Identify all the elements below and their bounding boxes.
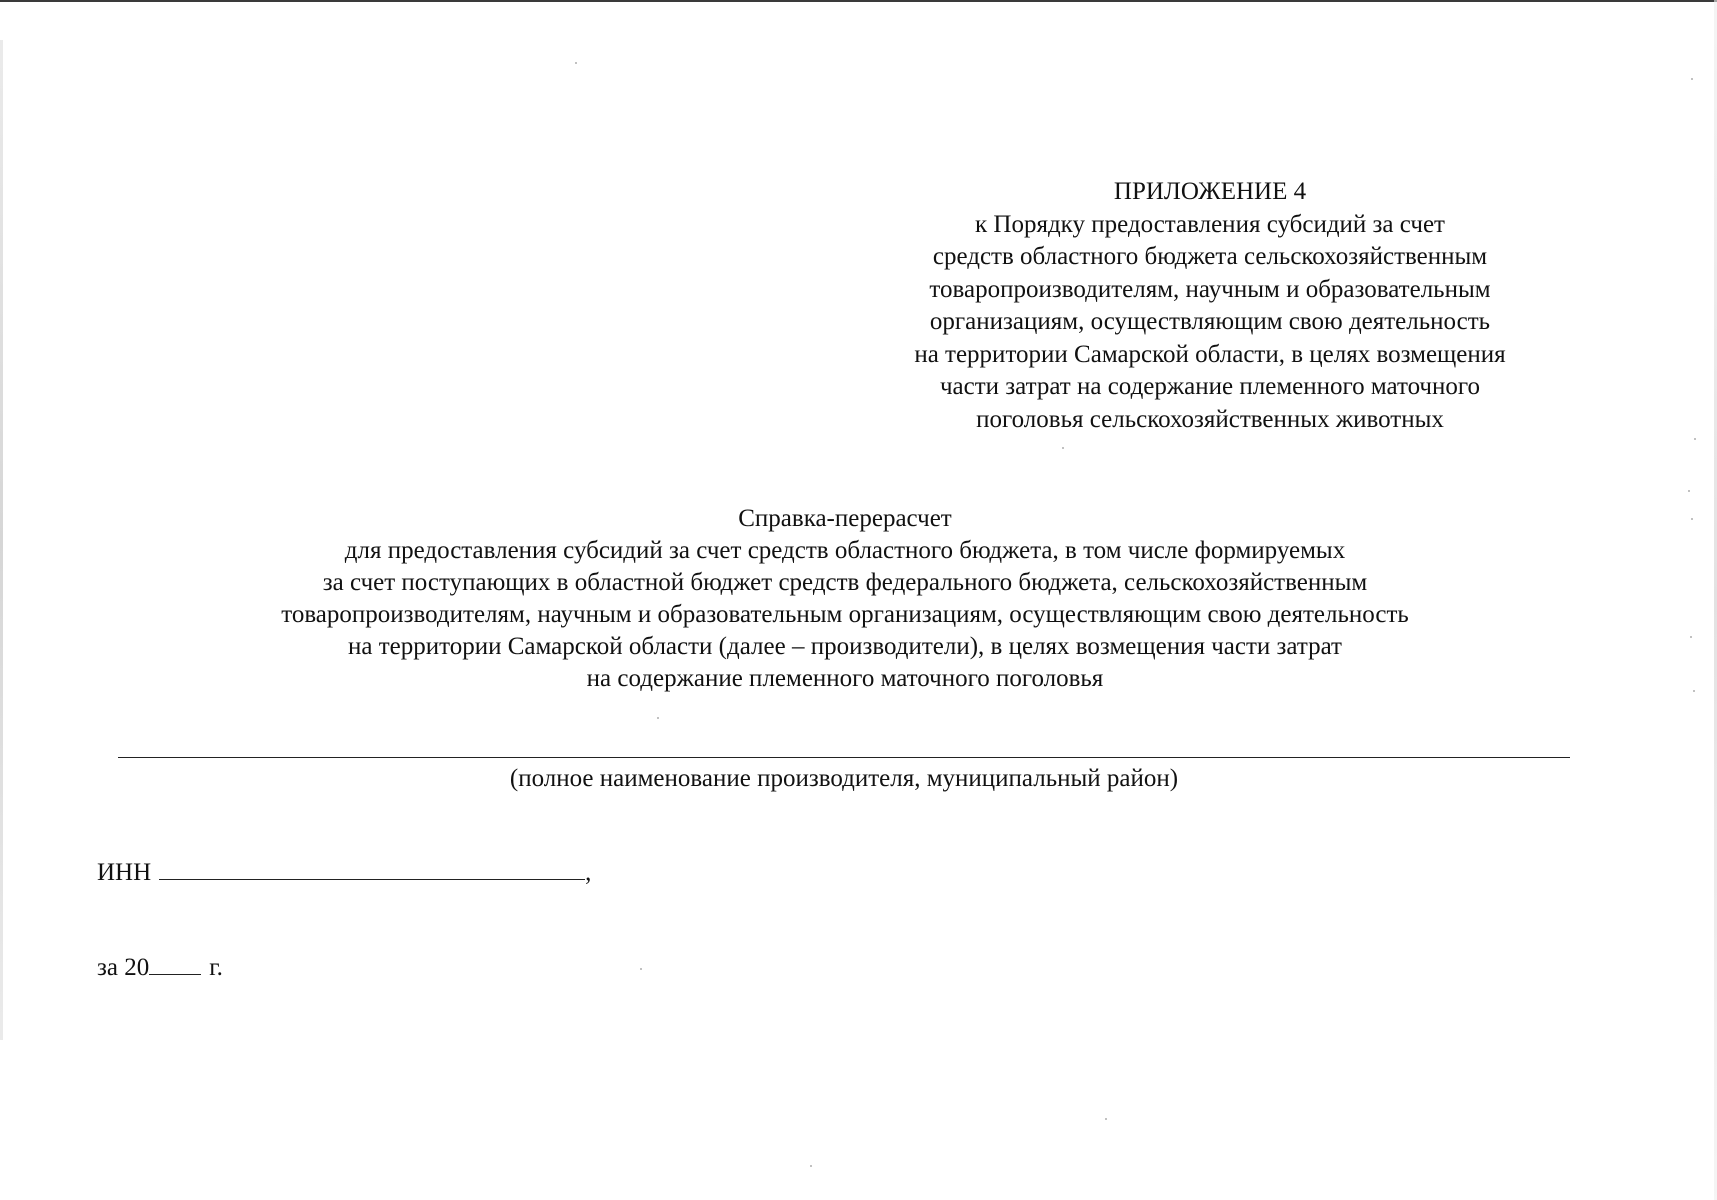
scan-speck [575,62,577,64]
year-suffix: г. [209,954,223,981]
heading-line: для предоставления субсидий за счет средств областного бюджета, в том числе формируемых [344,537,1346,564]
scan-speck [1688,490,1690,492]
appendix-title: ПРИЛОЖЕНИЕ 4 [1113,178,1307,205]
appendix-line: части затрат на содержание племенного маточного [939,373,1481,400]
heading-line: на территории Самарской области (далее – производители), в целях возмещения части затрат [348,633,1342,660]
scan-speck [1062,447,1064,449]
year-prefix: за 20 [97,954,150,981]
heading-line: за счет поступающих в областной бюджет средств федерального бюджета, сельскохозяйственным [322,569,1368,596]
year-field[interactable] [149,950,201,975]
appendix-line: организациям, осуществляющим свою деятельность [929,308,1491,335]
appendix-line: на территории Самарской области, в целях возмещения [914,340,1506,368]
producer-name-field[interactable] [118,757,1570,758]
scan-speck [1690,636,1692,638]
appendix-line: к Порядку предоставления субсидий за счет [975,210,1445,238]
appendix-block [860,176,1560,436]
producer-name-caption: (полное наименование производителя, муниципальный район) [509,765,1179,792]
scan-speck [1691,78,1693,80]
appendix-line: средств областного бюджета сельскохозяйственным [932,243,1488,270]
heading-title: Справка-перерасчет [738,505,952,532]
appendix-line: поголовья сельскохозяйственных животных [976,405,1444,433]
scan-speck [810,1165,812,1167]
scan-speck [1105,1118,1107,1120]
inn-row [97,855,591,889]
scan-speck [640,968,642,970]
scan-speck [1694,438,1696,440]
appendix-line: товаропроизводителям, научным и образовательным [929,275,1491,303]
scan-speck [1693,690,1695,692]
scan-speck [657,717,659,719]
inn-suffix: , [585,859,592,886]
scan-top-edge [0,0,1717,2]
scan-left-edge [0,40,3,1040]
heading-line: товаропроизводителям, научным и образовательным организациям, осуществляющим свою деятельность [281,601,1409,628]
year-row [97,950,223,984]
inn-label: ИНН [97,859,152,886]
heading-line: на содержание племенного маточного поголовья [586,665,1104,692]
inn-field[interactable] [159,855,585,880]
scan-speck [1691,518,1693,520]
document-heading [120,503,1570,695]
